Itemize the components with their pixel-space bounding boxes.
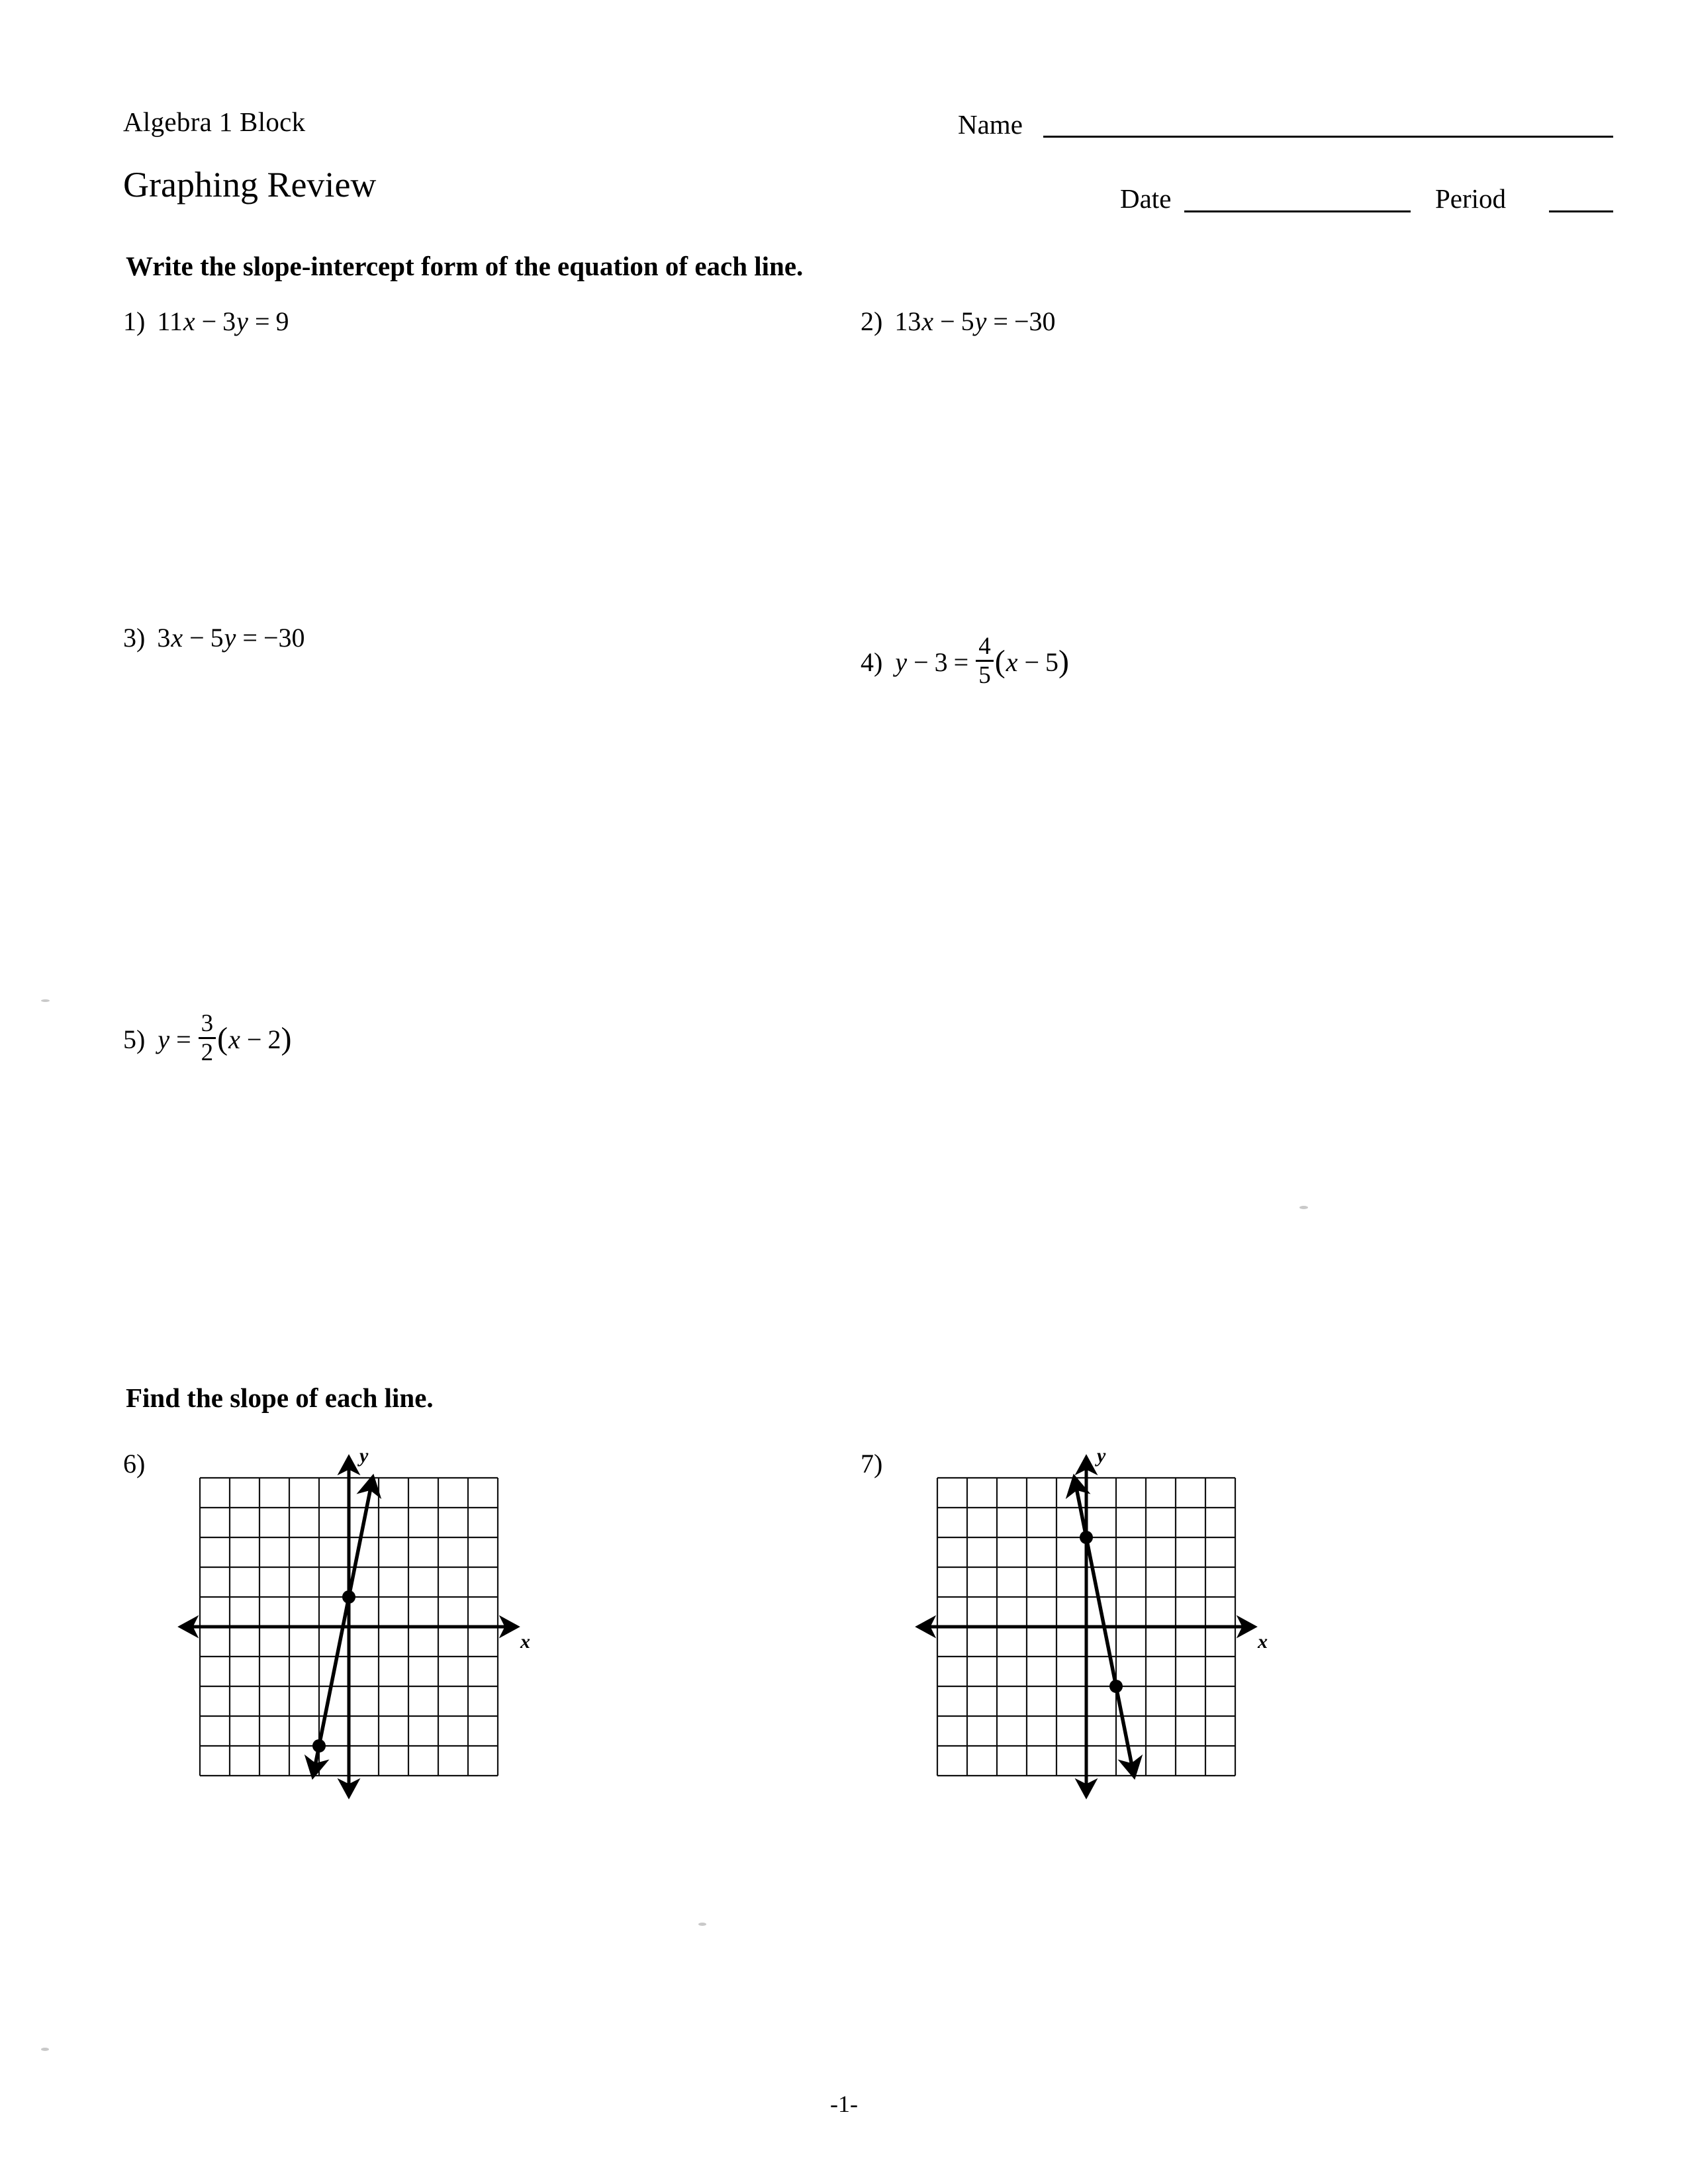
problem-5-equation: [157, 1010, 292, 1066]
scan-speck: [41, 2048, 49, 2051]
problem-2: [861, 306, 1056, 337]
p3-var1: x: [171, 623, 183, 653]
p4-paren-open: (: [994, 644, 1006, 680]
plotted-point: [1109, 1680, 1123, 1693]
p4-equals: =: [953, 647, 969, 677]
p5-paren-close: ): [281, 1021, 292, 1057]
p3-var2: y: [224, 623, 236, 653]
p5-paren-const: 2: [267, 1024, 281, 1054]
p1-var2: y: [236, 306, 248, 336]
p3-rhs: −30: [263, 623, 305, 653]
p1-equals: =: [254, 306, 270, 336]
x-axis-label: x: [520, 1631, 530, 1653]
date-label: Date: [1120, 183, 1172, 214]
p5-equals: =: [176, 1024, 191, 1054]
problem-2-number: 2): [861, 306, 883, 336]
x-axis-label: x: [1258, 1631, 1268, 1653]
p2-rhs: −30: [1013, 306, 1056, 336]
p2-op1: −: [940, 306, 955, 336]
graph-7-coordinate-plane: [917, 1445, 1268, 1786]
p2-coef1: 13: [894, 306, 921, 336]
p4-frac-numerator: 4: [978, 633, 991, 660]
page-title: Graphing Review: [123, 165, 377, 205]
y-axis-label: y: [359, 1445, 369, 1467]
problem-1-equation: [157, 306, 289, 337]
problem-4-equation: [894, 635, 1069, 689]
p4-paren-close: ): [1058, 644, 1070, 680]
p4-fraction: [976, 634, 994, 688]
problem-5: [123, 1010, 292, 1066]
direction-find-slope: Find the slope of each line.: [126, 1383, 434, 1413]
p4-paren-var: x: [1006, 647, 1018, 677]
p3-coef2: 5: [210, 623, 224, 653]
page-number: -1-: [830, 2091, 858, 2117]
direction-slope-intercept: Write the slope-intercept form of the equation of each line.: [126, 251, 804, 281]
problem-3: [123, 622, 305, 653]
problem-3-equation: [157, 622, 305, 653]
scan-speck: [698, 1923, 706, 1926]
p1-rhs: 9: [275, 306, 289, 336]
scan-speck: [41, 999, 50, 1002]
scan-speck: [1299, 1206, 1308, 1209]
p1-coef1: 11: [157, 306, 183, 336]
p1-op1: −: [201, 306, 217, 336]
p5-frac-numerator: 3: [201, 1010, 214, 1037]
course-label: Algebra 1 Block: [123, 107, 306, 137]
date-blank-line[interactable]: [1184, 210, 1411, 212]
name-label: Name: [958, 109, 1023, 140]
problem-4: [861, 635, 1069, 689]
plotted-point: [342, 1590, 355, 1604]
problem-4-number: 4): [861, 647, 883, 677]
p2-var1: x: [921, 306, 934, 336]
name-blank-line[interactable]: [1043, 136, 1613, 138]
problem-2-equation: [894, 306, 1055, 337]
period-blank-line[interactable]: [1549, 210, 1613, 212]
p4-var1: y: [895, 647, 908, 677]
plotted-point: [1080, 1531, 1093, 1544]
problem-1-number: 1): [123, 306, 146, 336]
y-axis-label: y: [1097, 1445, 1106, 1467]
p2-var2: y: [974, 306, 987, 336]
p4-const1: 3: [934, 647, 948, 677]
p4-frac-denominator: 5: [978, 662, 991, 689]
p3-coef1: 3: [157, 623, 171, 653]
p2-equals: =: [993, 306, 1008, 336]
problem-3-number: 3): [123, 623, 146, 653]
problem-6-number: 6): [123, 1449, 146, 1479]
p5-paren-op: −: [246, 1024, 262, 1054]
p5-paren-open: (: [217, 1021, 228, 1057]
p4-op1: −: [914, 647, 929, 677]
p5-fraction: [199, 1011, 216, 1065]
p3-op1: −: [189, 623, 205, 653]
p1-coef2: 3: [222, 306, 236, 336]
p1-var1: x: [183, 306, 195, 336]
p4-paren-const: 5: [1045, 647, 1059, 677]
p3-equals: =: [242, 623, 258, 653]
plotted-point: [312, 1739, 326, 1752]
graph-6-coordinate-plane: [180, 1445, 530, 1786]
problem-7-number: 7): [861, 1449, 883, 1479]
p4-paren-op: −: [1024, 647, 1040, 677]
problem-1: [123, 306, 289, 337]
period-label: Period: [1435, 183, 1507, 214]
p2-coef2: 5: [961, 306, 974, 336]
p5-paren-var: x: [228, 1024, 240, 1054]
p5-frac-denominator: 2: [201, 1039, 214, 1066]
p5-var1: y: [158, 1024, 170, 1054]
problem-5-number: 5): [123, 1024, 146, 1054]
